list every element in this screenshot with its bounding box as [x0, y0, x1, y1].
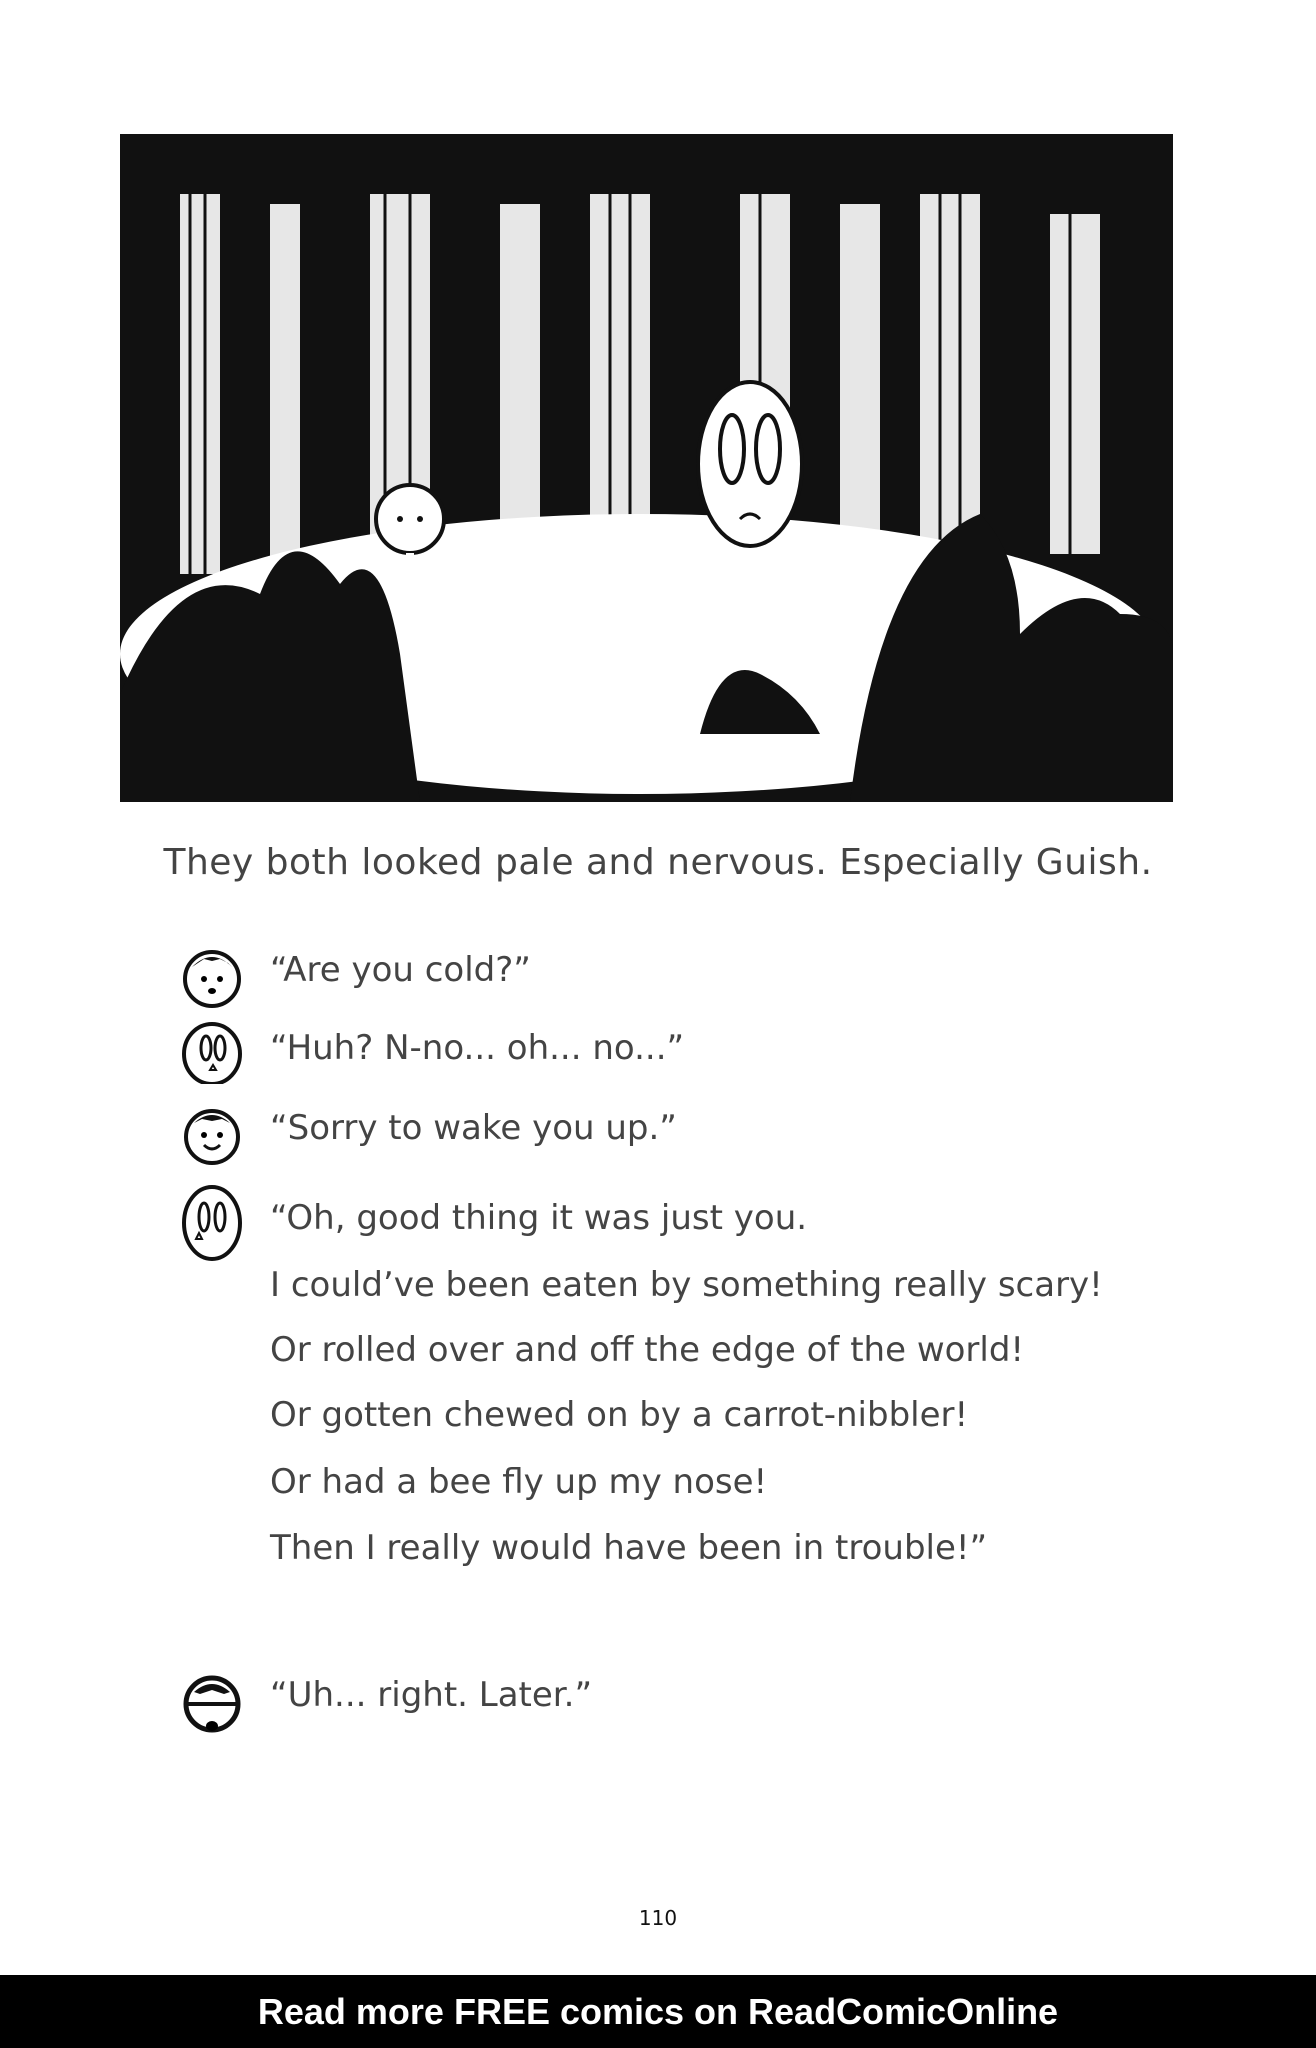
boy-face-icon: [180, 1103, 244, 1167]
dialogue-line: Or rolled over and off the edge of the world!: [270, 1330, 1025, 1370]
guish-face-icon: [180, 1020, 244, 1084]
narration-caption: They both looked pale and nervous. Especially Guish.: [163, 842, 1153, 883]
boy-face-icon: [180, 1670, 244, 1734]
dialogue-line: “Uh... right. Later.”: [270, 1675, 593, 1715]
dialogue-line: I could’ve been eaten by something really scary!: [270, 1265, 1103, 1305]
dialogue-line: Then I really would have been in trouble!”: [270, 1528, 988, 1568]
page-number: 110: [638, 1906, 678, 1930]
dialogue-line: Or had a bee fly up my nose!: [270, 1462, 768, 1502]
dialogue-line: Or gotten chewed on by a carrot-nibbler!: [270, 1395, 969, 1435]
guish-character: [698, 382, 802, 546]
promo-banner[interactable]: Read more FREE comics on ReadComicOnline: [0, 1975, 1316, 2048]
dialogue-line: “Are you cold?”: [270, 950, 531, 990]
forest-illustration-panel: [120, 134, 1173, 802]
dialogue-line: “Huh? N-no... oh... no...”: [270, 1028, 685, 1068]
dialogue-line: “Sorry to wake you up.”: [270, 1108, 677, 1148]
dialogue-line: “Oh, good thing it was just you.: [270, 1198, 808, 1238]
guish-face-icon: [180, 1183, 244, 1263]
boy-face-icon: [180, 945, 244, 1009]
